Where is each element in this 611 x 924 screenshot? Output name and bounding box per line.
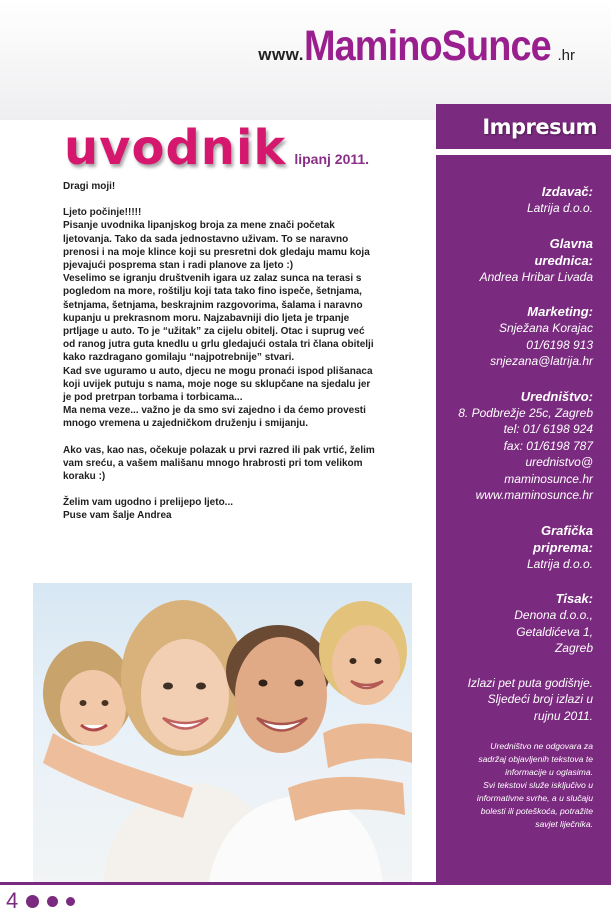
disclaimer-text: Uredništvo ne odgovara za sadržaj objavljenih tekstova te informacije u oglasima. Svi tekstovi služe isključivo u informativne svrhe, a u slučaju bolesti ili poteškoća, potražite savjet liječnika. — [476, 741, 593, 829]
family-photo — [33, 583, 412, 885]
letter-paragraph: Dragi moji! — [63, 181, 116, 192]
article-headline — [64, 120, 369, 176]
paragraph-gap — [63, 483, 403, 496]
section-heading: Marketing: — [527, 304, 593, 319]
folio-dot-icon — [47, 896, 58, 907]
letter-paragraph: Ljeto počinje!!!!! Pisanje uvodnika lipanjskog broja za mene znači početak ljetovanja. Tako da sada jednostavno uživam. To se naravno prenosi i na moje klince koji su presretni dok gledaju mamu koja pjevajući posprema stan i radi planove za ljeto :) Veselimo se igranju društvenih igara uz zalaz sunca na terasi s pogledom na more, roštilju koji tata tako fino ispeče, šetnjama, šetnjama, šetnjama, beskrajnim razgovorima, šalama i naravno kupanju u prekrasnom moru. Najzabavniji dio ljeta je trpanje prtljage u auto. To je “užitak” za cijelu obitelj. Otac i suprug već od ranog jutra guta knedlu u grlu gledajući ostala tri člana obitelji kako razdragano gomilaju “najpotrebnije” stvari. Kad sve uguramo u auto, djecu ne mogu pronaći ispod plišanaca koji uvijek putuju s nama, moje noge su sklupčane na sjedalu jer je pod pretrpan torbama i torbicama... Ma nema veze... važno je da smo svi zajedno i da ćemo provesti mnogo vremena u zajedničkom druženju i smijanju. — [63, 207, 374, 430]
section-value: Andrea Hribar Livada — [479, 269, 593, 284]
section-heading: Izdavač: — [541, 184, 593, 199]
footer-rule — [0, 882, 611, 885]
impressum-title: Impresum — [482, 114, 597, 139]
headline-date: lipanj 2011. — [294, 151, 370, 167]
paragraph-gap — [63, 431, 403, 444]
impressum-header — [436, 104, 611, 149]
section-value: Latrija d.o.o. — [526, 201, 593, 215]
letter-paragraph: Ako vas, kao nas, očekuje polazak u prvi razred ili pak vrtić, želim vam sreću, a vašem mališanu mnogo hrabrosti pri tom velikom koraku :) — [63, 444, 375, 483]
paragraph-gap — [63, 193, 403, 206]
page-number: 4 — [6, 888, 19, 913]
impressum-section — [440, 183, 593, 217]
section-value: Denona d.o.o., Getaldićeva 1, Zagreb — [514, 608, 593, 655]
impressum-section — [440, 590, 593, 657]
impressum-section — [440, 235, 593, 286]
masthead-www: www. — [258, 45, 304, 64]
masthead-tld: .hr — [557, 47, 575, 64]
section-value[interactable]: Snježana Korajac 01/6198 913 snjezana@latrija.hr — [490, 321, 593, 368]
headline-title: uvodnik — [64, 120, 287, 176]
impressum-section — [440, 388, 593, 504]
folio-dot-icon — [26, 895, 39, 908]
publication-frequency: Izlazi pet puta godišnje. Sljedeći broj izlazi u rujnu 2011. — [467, 675, 593, 723]
section-heading: Grafička priprema: — [533, 522, 593, 555]
section-heading: Uredništvo: — [520, 388, 593, 404]
editorial-letter — [63, 180, 403, 523]
masthead-logo[interactable] — [258, 22, 575, 71]
family-photo-illustration — [33, 583, 412, 885]
impressum-section — [440, 303, 593, 370]
page-folio — [6, 888, 75, 914]
masthead-brand: MaminoSunce — [303, 22, 551, 70]
impressum-panel — [436, 155, 611, 882]
folio-dot-icon — [66, 897, 75, 906]
section-value[interactable]: 8. Podbrežje 25c, Zagreb tel: 01/ 6198 924 fax: 01/6198 787 urednistvo@ maminosunce.hr www.maminosunce.hr — [458, 405, 593, 502]
impressum-section — [440, 522, 593, 573]
section-heading: Glavna urednica: — [534, 235, 593, 268]
section-heading: Tisak: — [555, 591, 593, 606]
letter-paragraph: Želim vam ugodno i prelijepo ljeto... Puse vam šalje Andrea — [63, 497, 234, 522]
section-value: Latrija d.o.o. — [526, 556, 593, 571]
